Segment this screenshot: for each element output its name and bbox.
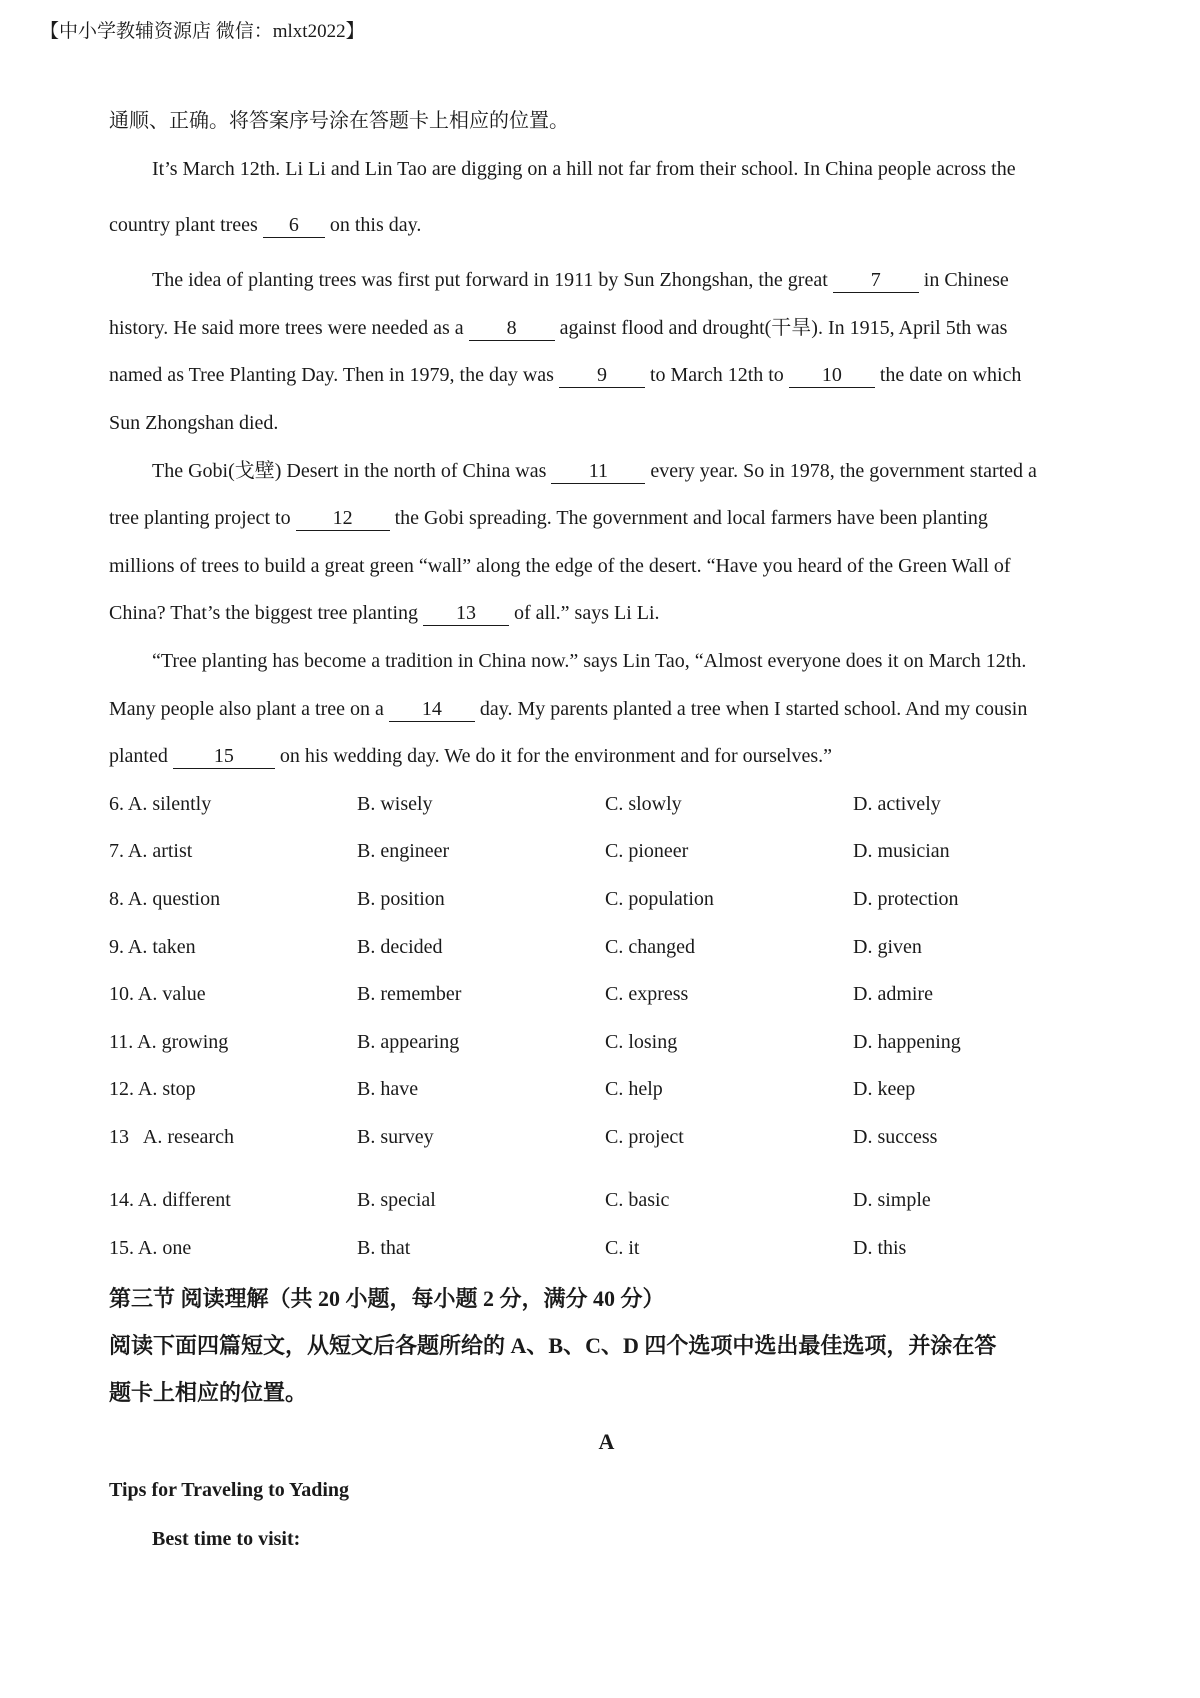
option-row [109,781,1104,829]
passage-line: The Gobi(戈壁) Desert in the north of China was 11 every year. So in 1978, the government started a [152,459,1037,482]
blank-12: 12 [296,506,390,531]
option-row [109,1225,1104,1273]
option-row [109,1177,1104,1225]
option-a: 6. A. silently [109,792,212,815]
blank-10: 10 [789,363,875,388]
article-subheading: Best time to visit: [152,1527,301,1550]
exam-page [109,98,1104,1563]
option-c: C. basic [605,1189,670,1212]
blank-6: 6 [263,213,325,238]
option-a: 8. A. question [109,887,221,910]
section-instruction: 阅读下面四篇短文，从短文后各题所给的 A、B、C、D 四个选项中选出最佳选项，并涂在答 [109,1332,997,1358]
option-a: 14. A. different [109,1189,231,1212]
passage-line: The idea of planting trees was first put forward in 1911 by Sun Zhongshan, the great 7 in Chinese [152,269,1009,292]
option-d: D. given [853,935,922,958]
option-c: C. it [605,1237,640,1260]
option-d: D. this [853,1237,907,1260]
option-row [109,1114,1104,1162]
passage-letter: A [598,1428,615,1454]
option-c: C. changed [605,935,695,958]
passage-line: named as Tree Planting Day. Then in 1979, the day was 9 to March 12th to 10 the date on which [109,364,1022,387]
passage-line: Sun Zhongshan died. [109,411,279,434]
option-b: B. wisely [357,792,433,815]
option-row [109,1066,1104,1114]
option-b: B. appearing [357,1030,460,1053]
option-row [109,876,1104,924]
option-b: B. position [357,887,445,910]
blank-9: 9 [559,363,645,388]
option-d: D. keep [853,1078,916,1101]
passage-line: Many people also plant a tree on a 14 day. My parents planted a tree when I started school. And my cousin [109,697,1028,720]
page-header-watermark: 【中小学教辅资源店 微信：mlxt2022】 [40,21,365,42]
option-row [109,1019,1104,1067]
option-c: C. losing [605,1030,678,1053]
blank-8: 8 [469,316,555,341]
passage-line: millions of trees to build a great green “wall” along the edge of the desert. “Have you heard of the Green Wall of [109,554,1011,577]
option-c: C. express [605,983,689,1006]
blank-13: 13 [423,601,509,626]
option-c: C. population [605,887,714,910]
option-b: B. special [357,1189,436,1212]
passage-line: history. He said more trees were needed as a 8 against flood and drought(干旱). In 1915, April 5th was [109,316,1008,339]
passage-line: It’s March 12th. Li Li and Lin Tao are digging on a hill not far from their school. In China people across the [152,157,1016,180]
option-d: D. musician [853,840,950,863]
option-b: B. that [357,1237,411,1260]
section-instruction: 题卡上相应的位置。 [109,1379,308,1405]
option-a: 15. A. one [109,1237,192,1260]
option-a: 10. A. value [109,983,206,1006]
section-title: 第三节 阅读理解（共 20 小题，每小题 2 分，满分 40 分） [109,1285,665,1311]
option-a: 12. A. stop [109,1078,196,1101]
passage-line: country plant trees 6 on this day. [109,214,422,237]
passage-line: planted 15 on his wedding day. We do it for the environment and for ourselves.” [109,745,833,768]
option-a: 11. A. growing [109,1030,229,1053]
option-c: C. project [605,1125,684,1148]
cloze-instruction: 通顺、正确。将答案序号涂在答题卡上相应的位置。 [109,110,569,132]
blank-7: 7 [833,268,919,293]
option-c: C. help [605,1078,663,1101]
option-row [109,828,1104,876]
option-b: B. engineer [357,840,450,863]
option-a: 9. A. taken [109,935,196,958]
option-a: 13 A. research [109,1125,234,1148]
option-d: D. admire [853,983,933,1006]
answer-options [109,781,1104,1273]
blank-11: 11 [551,459,645,484]
blank-15: 15 [173,744,275,769]
option-b: B. survey [357,1125,434,1148]
blank-14: 14 [389,697,475,722]
option-b: B. have [357,1078,419,1101]
option-d: D. happening [853,1030,961,1053]
option-d: D. simple [853,1189,931,1212]
option-row [109,971,1104,1019]
article-title: Tips for Traveling to Yading [109,1478,350,1501]
option-d: D. success [853,1125,938,1148]
option-row [109,924,1104,972]
option-c: C. slowly [605,792,682,815]
option-d: D. protection [853,887,959,910]
option-d: D. actively [853,792,941,815]
option-b: B. remember [357,983,462,1006]
passage-line: China? That’s the biggest tree planting 13 of all.” says Li Li. [109,602,660,625]
option-c: C. pioneer [605,840,689,863]
option-a: 7. A. artist [109,840,193,863]
option-b: B. decided [357,935,443,958]
passage-line: “Tree planting has become a tradition in China now.” says Lin Tao, “Almost everyone does it on March 12th. [152,649,1027,672]
passage-line: tree planting project to 12 the Gobi spreading. The government and local farmers have been planting [109,507,988,530]
